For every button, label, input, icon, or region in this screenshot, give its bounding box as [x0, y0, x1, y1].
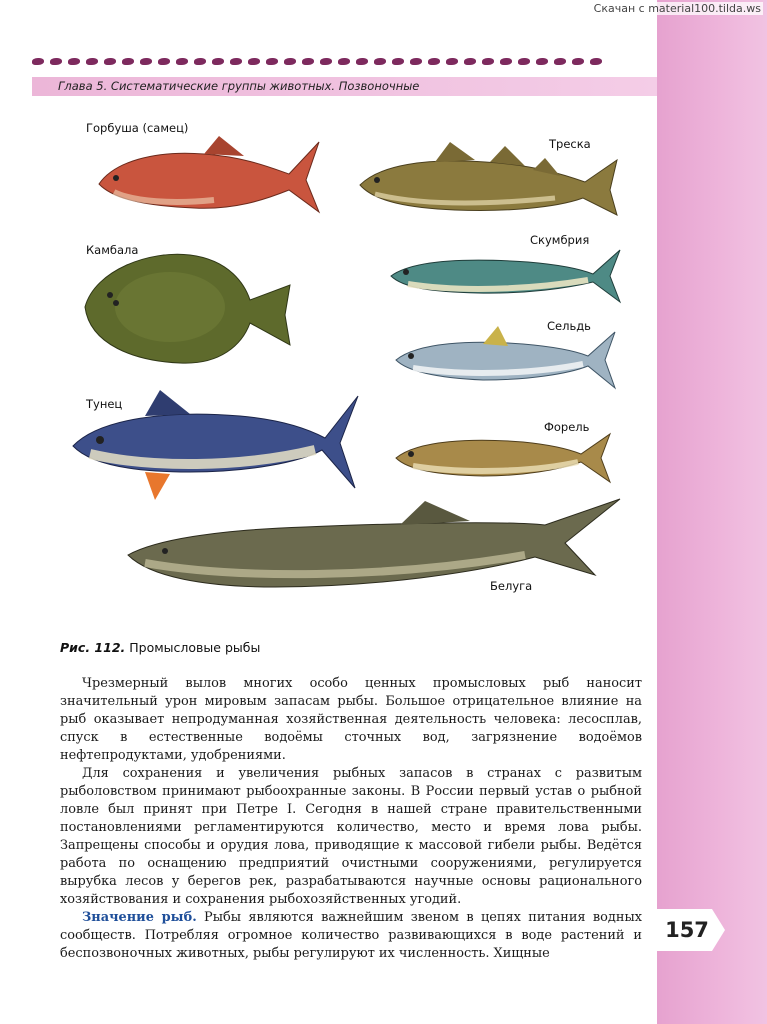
label-forel: Форель	[544, 420, 590, 434]
gorbusha-fish-illustration	[94, 132, 324, 227]
beluga-fish-illustration	[125, 495, 625, 605]
paragraph-3-text: Рыбы являются важнейшим звеном в цепях питания водных сообществ. Потребляя огромное количество развивающихся в воде растений и беспозвоночных животных, рыбы регулируют их численность. Хищные	[60, 910, 642, 961]
skumbria-fish-illustration	[388, 238, 623, 310]
label-beluga: Белуга	[490, 579, 533, 593]
label-kambala: Камбала	[86, 243, 139, 257]
label-gorbusha: Горбуша (самец)	[86, 121, 189, 135]
seld-fish-illustration	[393, 320, 618, 398]
side-margin-band	[657, 0, 767, 1024]
watermark: Скачан с material100.tilda.ws	[593, 2, 761, 15]
paragraph-1: Чрезмерный вылов многих особо ценных промысловых рыб наносит значительный урон мировым запасам рыбы. Большое отрицательное влияние на рыб оказывает непродуманная хозяйственная деятельность человека: лесосплав, спуск в естественные водоёмы сточных вод, загрязнение водоёмов нефтепродуктами, удобрениями.	[60, 676, 642, 763]
treska-fish-illustration	[355, 130, 620, 235]
section-heading: Значение рыб.	[82, 910, 197, 925]
label-tunets: Тунец	[86, 397, 123, 411]
body-text	[60, 675, 642, 963]
page-number: 157	[665, 918, 709, 942]
caption-text: Промысловые рыбы	[125, 640, 261, 655]
chapter-header: Глава 5. Систематические группы животных. Позвоночные	[58, 79, 420, 93]
forel-fish-illustration	[393, 420, 613, 492]
label-seld: Сельдь	[547, 319, 591, 333]
label-skumbria: Скумбрия	[530, 233, 590, 247]
kambala-fish-illustration	[80, 245, 295, 370]
animal-silhouette-strip	[32, 55, 612, 67]
tunets-fish-illustration	[70, 388, 360, 503]
figure-caption	[60, 640, 260, 655]
paragraph-3	[60, 909, 642, 963]
paragraph-2: Для сохранения и увеличения рыбных запасов в странах с развитым рыболовством принимают рыбоохранные законы. В России первый устав о рыбной ловле был принят при Петре I. Сегодня в нашей стране правительственными постановлениями регламентируются количество, место и время лова рыбы. Запрещены способы и орудия лова, приводящие к массовой гибели рыбы. Ведётся работа по оснащению предприятий очистными сооружениями, регулируется вырубка лесов у берегов рек, разрабатываются научные основы рационального хозяйствования и сохранения рыбохозяйственных угодий.	[60, 766, 642, 907]
caption-number: Рис. 112.	[60, 640, 126, 655]
label-treska: Треска	[549, 137, 591, 151]
